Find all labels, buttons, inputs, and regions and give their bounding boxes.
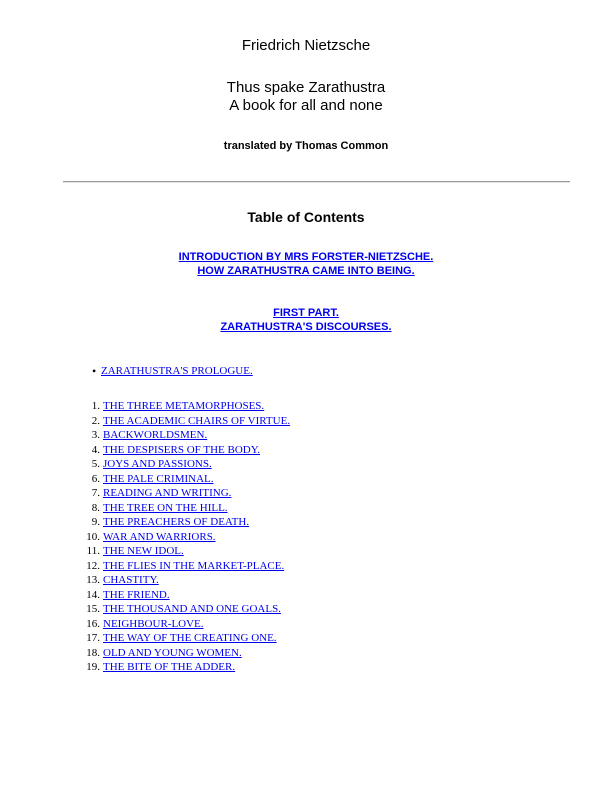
chapter-link[interactable]: THE TREE ON THE HILL. xyxy=(103,501,228,514)
chapter-link[interactable]: THE NEW IDOL. xyxy=(103,545,184,557)
chapter-list-item xyxy=(0,574,612,589)
author-name: Friedrich Nietzsche xyxy=(241,37,371,54)
chapter-number: 5. xyxy=(91,458,100,470)
chapter-list-item xyxy=(0,502,612,517)
chapter-number: 14. xyxy=(86,588,100,601)
chapter-number: 1. xyxy=(91,400,100,412)
chapter-list-item xyxy=(0,458,612,473)
chapter-number: 2. xyxy=(91,414,100,427)
chapter-list-item xyxy=(0,560,612,575)
chapter-number: 11. xyxy=(86,545,100,557)
toc-heading: Table of Contents xyxy=(247,209,365,225)
chapter-number: 12. xyxy=(86,559,100,572)
chapter-number: 15. xyxy=(86,603,100,615)
chapter-list-item xyxy=(0,618,612,633)
link-first-part[interactable]: FIRST PART. xyxy=(273,307,339,319)
chapter-link[interactable]: READING AND WRITING. xyxy=(103,487,232,499)
chapter-list-item xyxy=(0,603,612,618)
chapter-number: 3. xyxy=(91,429,100,441)
link-introduction[interactable]: INTRODUCTION BY MRS FORSTER-NIETZSCHE. xyxy=(178,251,434,263)
translator-credit: translated by Thomas Common xyxy=(223,140,389,152)
chapter-number: 10. xyxy=(86,530,100,543)
chapter-link[interactable]: THE PREACHERS OF DEATH. xyxy=(103,516,250,528)
link-how-zarathustra-came[interactable]: HOW ZARATHUSTRA CAME INTO BEING. xyxy=(197,265,415,277)
book-subtitle: A book for all and none xyxy=(229,97,383,114)
chapter-link[interactable]: THE BITE OF THE ADDER. xyxy=(103,661,236,673)
chapter-number: 9. xyxy=(91,516,100,528)
chapter-list-item xyxy=(0,589,612,604)
chapter-number: 17. xyxy=(86,632,100,644)
bullet-icon: • xyxy=(92,364,97,378)
chapter-number: 19. xyxy=(86,661,100,673)
chapter-list-item xyxy=(0,415,612,430)
chapter-link[interactable]: THE ACADEMIC CHAIRS OF VIRTUE. xyxy=(103,414,291,427)
chapter-list-item xyxy=(0,473,612,488)
chapter-number: 7. xyxy=(91,487,100,499)
chapter-list-item xyxy=(0,545,612,560)
chapter-number: 18. xyxy=(86,646,100,659)
chapter-number: 8. xyxy=(91,501,100,514)
chapter-link[interactable]: THE THOUSAND AND ONE GOALS. xyxy=(103,603,281,615)
horizontal-rule xyxy=(63,181,570,183)
book-title: Thus spake Zarathustra xyxy=(226,79,386,96)
chapter-number: 4. xyxy=(91,443,100,456)
chapter-list-item xyxy=(0,647,612,662)
chapter-number: 6. xyxy=(91,472,100,485)
chapter-list xyxy=(0,400,612,676)
chapter-link[interactable]: THE FLIES IN THE MARKET-PLACE. xyxy=(103,559,285,572)
chapter-link[interactable]: THE FRIEND. xyxy=(103,588,170,601)
chapter-link[interactable]: JOYS AND PASSIONS. xyxy=(103,458,212,470)
chapter-number: 13. xyxy=(86,574,100,586)
chapter-list-item xyxy=(0,444,612,459)
chapter-list-item xyxy=(0,429,612,444)
chapter-list-item xyxy=(0,632,612,647)
link-zarathustras-discourses[interactable]: ZARATHUSTRA'S DISCOURSES. xyxy=(220,321,392,333)
chapter-link[interactable]: THE PALE CRIMINAL. xyxy=(103,472,214,485)
chapter-list-item xyxy=(0,516,612,531)
chapter-link[interactable]: NEIGHBOUR-LOVE. xyxy=(103,617,204,630)
chapter-number: 16. xyxy=(86,617,100,630)
chapter-link[interactable]: BACKWORLDSMEN. xyxy=(103,429,208,441)
chapter-list-item xyxy=(0,487,612,502)
chapter-link[interactable]: THE WAY OF THE CREATING ONE. xyxy=(103,632,277,644)
chapter-list-item xyxy=(0,661,612,676)
link-prologue[interactable]: ZARATHUSTRA'S PROLOGUE. xyxy=(101,365,253,377)
chapter-list-item xyxy=(0,531,612,546)
chapter-link[interactable]: WAR AND WARRIORS. xyxy=(103,530,216,543)
chapter-link[interactable]: THE THREE METAMORPHOSES. xyxy=(103,400,265,412)
chapter-link[interactable]: CHASTITY. xyxy=(103,574,159,586)
chapter-link[interactable]: OLD AND YOUNG WOMEN. xyxy=(103,646,242,659)
chapter-list-item xyxy=(0,400,612,415)
chapter-link[interactable]: THE DESPISERS OF THE BODY. xyxy=(103,443,260,456)
